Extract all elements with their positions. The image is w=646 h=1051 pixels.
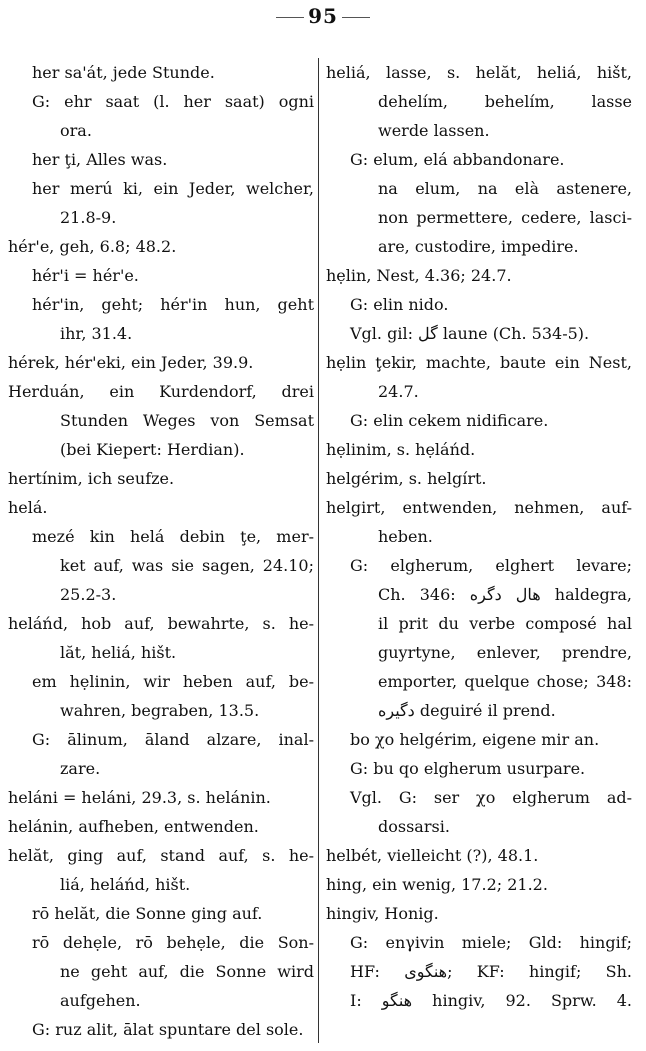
text-line: G: ruz alit, ālat spuntare del sole. <box>32 1020 304 1039</box>
text-line: her ţi, Alles was. <box>32 150 168 169</box>
text-line: G: ehr saat (l. her saat) ogni <box>32 92 314 111</box>
text-line: G: elgherum, elghert levare; <box>350 556 632 575</box>
text-line: hertínim, ich seufze. <box>8 469 175 488</box>
text-line: hingiv, Honig. <box>326 904 439 923</box>
text-line: Vgl. gil: گل laune (Ch. 534-5). <box>350 324 590 343</box>
text-line: ket auf, was sie sagen, 24.10; <box>60 556 314 575</box>
text-line: G: elin nido. <box>350 295 449 314</box>
text-line: 24.7. <box>378 382 419 401</box>
text-line: hér'i = hér'e. <box>32 266 139 285</box>
text-line: hing, ein wenig, 17.2; 21.2. <box>326 875 548 894</box>
text-line: dehelím, behelím, lasse <box>378 92 632 111</box>
text-line: her merú ki, ein Jeder, welcher, <box>32 179 314 198</box>
text-line: G: ālinum, āland alzare, inal- <box>32 730 314 749</box>
text-line: wahren, begraben, 13.5. <box>60 701 260 720</box>
text-line: G: elin cekem nidificare. <box>350 411 549 430</box>
left-column <box>8 58 314 1044</box>
text-line: hér'in, geht; hér'in hun, geht <box>32 295 314 314</box>
text-line: heben. <box>378 527 433 546</box>
text-line: Ch. 346: هال دگره haldegra, <box>378 585 632 604</box>
text-line: Vgl. G: ser χo elgherum ad- <box>350 788 632 807</box>
right-column <box>326 58 632 1015</box>
text-line: دگیره deguiré il prend. <box>378 701 556 720</box>
text-line: bo χo helgérim, eigene mir an. <box>350 730 600 749</box>
text-line: guyrtyne, enlever, prendre, <box>378 643 632 662</box>
text-line: rō dehẹle, rō behẹle, die Son- <box>32 933 314 952</box>
text-line: em hẹlinin, wir heben auf, be- <box>32 672 314 691</box>
text-line: na elum, na elà astenere, <box>378 179 632 198</box>
text-line: werde lassen. <box>378 121 490 140</box>
text-line: ora. <box>60 121 92 140</box>
text-line: emporter, quelque chose; 348: <box>378 672 632 691</box>
text-line: Herduán, ein Kurdendorf, drei <box>8 382 314 401</box>
text-line: 25.2-3. <box>60 585 117 604</box>
text-line: helăt, ging auf, stand auf, s. he- <box>8 846 314 865</box>
text-line: il prit du verbe composé hal <box>378 614 632 633</box>
text-line: ihr, 31.4. <box>60 324 133 343</box>
text-line: mezé kin helá debin ţe, mer- <box>32 527 314 546</box>
text-line: aufgehen. <box>60 991 141 1010</box>
text-line: HF: هنگوی; KF: hingif; Sh. <box>350 962 632 981</box>
text-line: zare. <box>60 759 101 778</box>
text-line: hẹlin ţekir, machte, baute ein Nest, <box>326 353 632 372</box>
text-line: helbét, vielleicht (?), 48.1. <box>326 846 539 865</box>
text-line: are, custodire, impedire. <box>378 237 579 256</box>
text-line: hérek, hér'eki, ein Jeder, 39.9. <box>8 353 254 372</box>
text-line: I: هنگو hingiv, 92. Sprw. 4. <box>350 991 632 1010</box>
text-line: heláńd, hob auf, bewahrte, s. he- <box>8 614 314 633</box>
text-line: helánin, aufheben, entwenden. <box>8 817 259 836</box>
text-line: dossarsi. <box>378 817 450 836</box>
text-line: G: elum, elá abbandonare. <box>350 150 565 169</box>
text-line: liá, heláńd, hišt. <box>60 875 191 894</box>
text-line: heliá, lasse, s. helăt, heliá, hišt, <box>326 63 632 82</box>
text-line: 21.8-9. <box>60 208 117 227</box>
text-line: (bei Kiepert: Herdian). <box>60 440 245 459</box>
column-divider <box>318 58 319 1043</box>
text-line: helá. <box>8 498 48 517</box>
text-line: Stunden Weges von Semsat <box>60 411 314 430</box>
text-line: heláni = heláni, 29.3, s. helánin. <box>8 788 271 807</box>
page-number: 95 <box>0 4 646 28</box>
text-line: helgérim, s. helgírt. <box>326 469 487 488</box>
text-line: her sa'át, jede Stunde. <box>32 63 215 82</box>
text-line: helgirt, entwenden, nehmen, auf- <box>326 498 632 517</box>
text-line: G: enγivin miele; Gld: hingif; <box>350 933 632 952</box>
text-line: hẹlinim, s. hẹláńd. <box>326 440 476 459</box>
text-line: ne geht auf, die Sonne wird <box>60 962 314 981</box>
text-line: non permettere, cedere, lasci- <box>378 208 632 227</box>
text-line: lăt, heliá, hišt. <box>60 643 177 662</box>
text-line: hér'e, geh, 6.8; 48.2. <box>8 237 177 256</box>
text-line: rō helăt, die Sonne ging auf. <box>32 904 263 923</box>
text-line: hẹlin, Nest, 4.36; 24.7. <box>326 266 512 285</box>
text-line: G: bu qo elgherum usurpare. <box>350 759 586 778</box>
